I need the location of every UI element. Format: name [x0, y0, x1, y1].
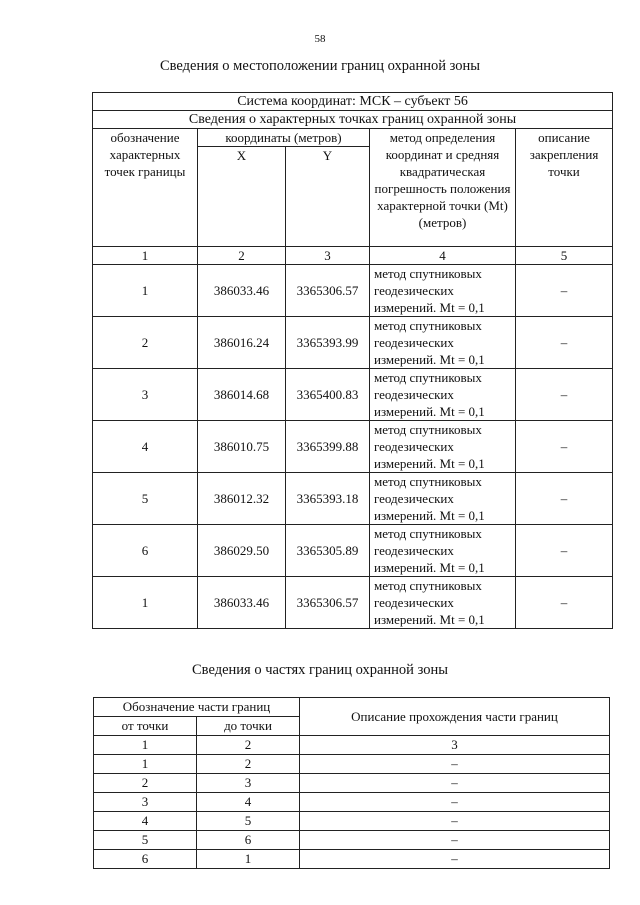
y-cell: 3365306.57	[286, 577, 370, 629]
point-cell: 1	[93, 577, 198, 629]
col-header-x: X	[198, 147, 286, 247]
to-cell: 4	[197, 793, 300, 812]
table-row	[94, 850, 610, 869]
col-number: 1	[93, 247, 198, 265]
col-header-coords: координаты (метров)	[198, 129, 370, 147]
part-desc-cell: –	[300, 793, 610, 812]
method-cell: метод спутниковых геодезических измерений. Mt = 0,1	[370, 525, 516, 577]
part-desc-cell: –	[300, 774, 610, 793]
method-cell: метод спутниковых геодезических измерений. Mt = 0,1	[370, 577, 516, 629]
y-cell: 3365306.57	[286, 265, 370, 317]
x-cell: 386033.46	[198, 265, 286, 317]
point-cell: 2	[93, 317, 198, 369]
y-cell: 3365399.88	[286, 421, 370, 473]
desc-cell: –	[516, 421, 613, 473]
method-cell: метод спутниковых геодезических измерений. Mt = 0,1	[370, 317, 516, 369]
col-number: 4	[370, 247, 516, 265]
method-cell: метод спутниковых геодезических измерений. Mt = 0,1	[370, 473, 516, 525]
table-row	[93, 317, 613, 369]
col-header-point: обозначение характерных точек границы	[93, 129, 198, 247]
table-row	[94, 812, 610, 831]
col-number: 5	[516, 247, 613, 265]
x-cell: 386012.32	[198, 473, 286, 525]
col-header-y: Y	[286, 147, 370, 247]
point-cell: 3	[93, 369, 198, 421]
to-cell: 2	[197, 755, 300, 774]
desc-cell: –	[516, 369, 613, 421]
from-cell: 1	[94, 755, 197, 774]
x-cell: 386010.75	[198, 421, 286, 473]
y-cell: 3365393.18	[286, 473, 370, 525]
col-header-to: до точки	[197, 717, 300, 736]
col-number: 3	[300, 736, 610, 755]
parts-table	[93, 697, 610, 869]
method-cell: метод спутниковых геодезических измерений. Mt = 0,1	[370, 369, 516, 421]
table-row	[93, 525, 613, 577]
col-header-from: от точки	[94, 717, 197, 736]
table-row	[94, 793, 610, 812]
part-desc-cell: –	[300, 812, 610, 831]
desc-cell: –	[516, 265, 613, 317]
to-cell: 3	[197, 774, 300, 793]
point-cell: 1	[93, 265, 198, 317]
from-cell: 6	[94, 850, 197, 869]
from-cell: 2	[94, 774, 197, 793]
col-header-part: Обозначение части границ	[94, 698, 300, 717]
page-number: 58	[314, 33, 326, 45]
x-cell: 386016.24	[198, 317, 286, 369]
from-cell: 3	[94, 793, 197, 812]
coordinate-system-row: Система координат: МСК – субъект 56	[93, 93, 613, 111]
col-header-desc: описание закрепления точки	[516, 129, 613, 247]
table-row	[93, 265, 613, 317]
table-row	[93, 369, 613, 421]
table-row	[93, 421, 613, 473]
col-number: 1	[94, 736, 197, 755]
point-cell: 6	[93, 525, 198, 577]
y-cell: 3365400.83	[286, 369, 370, 421]
from-cell: 5	[94, 831, 197, 850]
desc-cell: –	[516, 317, 613, 369]
method-cell: метод спутниковых геодезических измерений. Mt = 0,1	[370, 421, 516, 473]
col-number: 3	[286, 247, 370, 265]
point-cell: 5	[93, 473, 198, 525]
col-number: 2	[197, 736, 300, 755]
method-cell: метод спутниковых геодезических измерений. Mt = 0,1	[370, 265, 516, 317]
location-title: Сведения о местоположении границ охранной зоны	[159, 58, 480, 74]
y-cell: 3365393.99	[286, 317, 370, 369]
section-row: Сведения о характерных точках границ охранной зоны	[93, 111, 613, 129]
point-cell: 4	[93, 421, 198, 473]
x-cell: 386033.46	[198, 577, 286, 629]
parts-title: Сведения о частях границ охранной зоны	[192, 662, 448, 678]
col-header-method: метод определения координат и средняя квадратическая погрешность положения характерной точки (Mt) (метров)	[370, 129, 516, 247]
from-cell: 4	[94, 812, 197, 831]
table-row	[94, 774, 610, 793]
table-row	[93, 473, 613, 525]
to-cell: 6	[197, 831, 300, 850]
x-cell: 386029.50	[198, 525, 286, 577]
table-row	[94, 831, 610, 850]
table-row	[93, 577, 613, 629]
to-cell: 1	[197, 850, 300, 869]
part-desc-cell: –	[300, 831, 610, 850]
col-header-part-desc: Описание прохождения части границ	[300, 698, 610, 736]
desc-cell: –	[516, 577, 613, 629]
col-number: 2	[198, 247, 286, 265]
y-cell: 3365305.89	[286, 525, 370, 577]
desc-cell: –	[516, 473, 613, 525]
to-cell: 5	[197, 812, 300, 831]
table-row	[94, 755, 610, 774]
part-desc-cell: –	[300, 755, 610, 774]
coordinates-table	[92, 92, 613, 629]
part-desc-cell: –	[300, 850, 610, 869]
x-cell: 386014.68	[198, 369, 286, 421]
desc-cell: –	[516, 525, 613, 577]
